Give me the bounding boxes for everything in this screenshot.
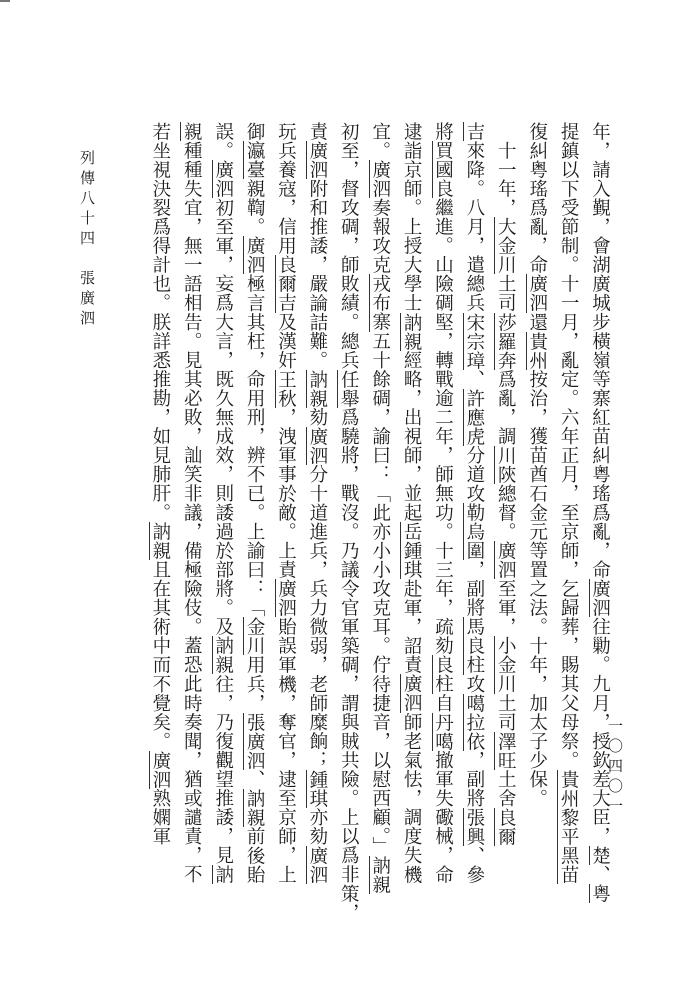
proper-noun: 小金川	[495, 636, 517, 694]
text-run: 師老氣怯，調度失機	[401, 712, 423, 885]
proper-noun: 良爾	[495, 807, 517, 846]
text-run: 、	[244, 769, 266, 789]
proper-noun: 親	[181, 122, 203, 142]
text-run: 爲驍將，戰沒。乃議令官軍築碉，謂與賊共險。上以爲非策，	[338, 407, 360, 923]
proper-noun: 訥親	[212, 636, 234, 675]
text-run: 誤。	[212, 122, 234, 161]
text-column	[370, 122, 389, 894]
text-run: 提鎮以下受節制。十一月，亂定。六年正月，至京師，乞歸葬，賜其父母祭。	[558, 122, 580, 770]
proper-noun: 大金川	[495, 217, 517, 275]
text-column	[150, 122, 169, 846]
proper-noun: 廣泗	[212, 160, 234, 199]
proper-noun: 廣泗	[589, 579, 611, 618]
text-run: 繼進。山險碉堅，轉戰逾二年，師無功。十三年，疏劾	[432, 198, 454, 656]
text-column	[464, 122, 483, 884]
text-column	[527, 122, 546, 808]
text-run: 赴軍，詔責	[401, 579, 423, 675]
text-run: 極言其枉，命用刑，辨不已。上諭曰：「	[244, 274, 266, 618]
proper-noun: 楚	[589, 845, 611, 865]
running-head-title: 列傳八十四 張廣泗	[78, 150, 96, 330]
proper-noun: 貴州黎平黑苗	[558, 769, 580, 885]
proper-noun: 廣泗	[495, 541, 517, 580]
proper-noun: 訥親	[244, 788, 266, 827]
text-run: 逮詣京師。上授大學士	[401, 122, 423, 313]
proper-noun: 廣泗	[275, 579, 297, 618]
proper-noun: 廣泗	[306, 845, 328, 885]
text-column	[402, 122, 421, 884]
text-run: 初至，督攻碉，師敗績。總兵	[338, 122, 360, 370]
proper-noun: 訥親	[306, 369, 328, 408]
text-run: 總督。	[495, 483, 517, 542]
proper-noun: 粤	[589, 884, 611, 904]
proper-noun: 廣泗	[369, 160, 391, 199]
text-run: 至軍，	[495, 579, 517, 637]
proper-noun: 鍾琪	[306, 769, 328, 808]
text-run: 、參	[463, 846, 485, 885]
text-run: 來降。八月，遣總兵	[463, 141, 485, 313]
text-run: 分十道進兵，兵力微弱，老師糜餉；	[306, 464, 328, 770]
text-run: 貽誤軍機，奪官，逮至京師，上	[275, 617, 297, 885]
proper-noun: 良柱	[432, 655, 454, 694]
proper-noun: 瀛臺	[244, 141, 266, 180]
proper-noun: 張廣泗	[244, 712, 266, 770]
proper-noun: 王秋	[275, 369, 297, 408]
text-run: 玩兵養寇，信用	[275, 122, 297, 256]
text-run: 年，請入覲，會湖廣城步橫嶺等寨紅苗糾粤瑤爲亂，命	[589, 122, 611, 580]
text-run: 撤軍失礮械，命	[432, 750, 454, 885]
text-run: 熟嫻軍	[149, 788, 171, 846]
proper-noun: 廣泗	[306, 141, 328, 180]
text-run: 奏報攻克	[369, 198, 391, 275]
text-run: 攻	[463, 674, 485, 694]
proper-noun: 噶拉依	[463, 693, 485, 751]
text-run: 親鞫。	[244, 179, 266, 237]
scan-edge-mark	[0, 0, 10, 2]
text-run: 前後貽	[244, 826, 266, 885]
text-run: 爲亂，調	[495, 369, 517, 446]
proper-noun: 莎羅奔	[495, 312, 517, 370]
proper-noun: 張興	[463, 807, 485, 846]
text-run: 用兵，	[244, 655, 266, 713]
text-run: 往，乃復觀望推諉，見	[212, 674, 234, 865]
proper-noun: 丹噶	[432, 712, 454, 751]
text-run: 亦劾	[306, 807, 328, 846]
text-run: ，副將	[463, 750, 485, 808]
text-column	[276, 122, 295, 884]
text-run: 分道攻	[463, 445, 485, 504]
text-run: 劾	[306, 407, 328, 427]
text-run: 若坐視決裂爲得計也。朕詳悉推勘，如見肺肝。	[149, 122, 171, 523]
text-run: 附和推諉，嚴論詰難。	[306, 179, 328, 370]
text-run: 五十餘碉，諭曰：「此亦小小攻克耳。佇待捷音，以慰西顧。」	[369, 331, 391, 856]
proper-noun: 訥	[212, 864, 234, 885]
proper-noun: 廣泗	[526, 274, 548, 313]
text-run: 土舍	[495, 769, 517, 808]
text-column	[307, 122, 326, 884]
text-run: 經略，出視師，並起	[401, 350, 423, 523]
text-run: 按治，獲苗酋石金元等置之法。十年，加太子少保。	[526, 369, 548, 808]
text-column	[182, 122, 201, 884]
proper-noun: 貴州	[526, 331, 548, 370]
proper-noun: 川陝	[495, 445, 517, 484]
text-column	[245, 122, 264, 884]
proper-noun: 廣泗	[244, 236, 266, 275]
text-run: ，洩軍事於敵。上責	[275, 407, 297, 580]
text-column	[559, 122, 578, 884]
text-run: 初至軍，妄爲大言，既久無成效，則諉過於部將。及	[212, 198, 234, 637]
text-column	[213, 122, 232, 884]
proper-noun: 廣泗	[149, 750, 171, 789]
text-column	[496, 122, 515, 846]
text-run: 還	[526, 312, 548, 332]
proper-noun: 買國良	[432, 141, 454, 199]
text-run: ，副將	[463, 560, 485, 618]
proper-noun: 許應虎	[463, 388, 485, 446]
text-run: 復糾粤瑤爲亂，命	[526, 122, 548, 275]
proper-noun: 訥親	[369, 855, 391, 894]
text-run: 種種失宜，無一語相告。見其必敗，訕笑非議，備極險伎。蓋恐此時奏聞，猶或譴責，不	[181, 141, 203, 885]
text-run: 將	[432, 122, 454, 142]
proper-noun: 戎布寨	[369, 274, 391, 332]
text-run: 土司	[495, 274, 517, 313]
proper-noun: 勒烏圍	[463, 503, 485, 561]
text-run: 宜。	[369, 122, 391, 161]
proper-noun: 廣泗	[306, 426, 328, 465]
proper-noun: 宋宗璋	[463, 312, 485, 370]
proper-noun: 良爾吉	[275, 255, 297, 313]
text-run: 十一年，	[495, 122, 517, 218]
text-run: 責	[306, 122, 328, 142]
text-column	[433, 122, 452, 884]
proper-noun: 訥親	[149, 522, 171, 561]
proper-noun: 馬良柱	[463, 617, 485, 675]
proper-noun: 訥親	[401, 312, 423, 351]
proper-noun: 澤旺	[495, 731, 517, 770]
page-number: 一〇四〇一	[606, 718, 624, 818]
text-run: 自	[432, 693, 454, 713]
proper-noun: 廣泗	[401, 674, 423, 713]
proper-noun: 任舉	[338, 369, 360, 408]
text-run: 、	[589, 864, 611, 885]
text-run: 、	[463, 369, 485, 389]
text-run: 往勦。九月，授欽差大臣，	[589, 617, 611, 846]
proper-noun: 岳鍾琪	[401, 522, 423, 580]
text-column	[339, 122, 358, 922]
text-run: 及漢奸	[275, 312, 297, 370]
text-run: 且在其術中而不覺矣。	[149, 560, 171, 751]
proper-noun: 吉	[463, 122, 485, 142]
text-run: 土司	[495, 693, 517, 732]
proper-noun: 金川	[244, 617, 266, 656]
text-run: 御	[244, 122, 266, 142]
